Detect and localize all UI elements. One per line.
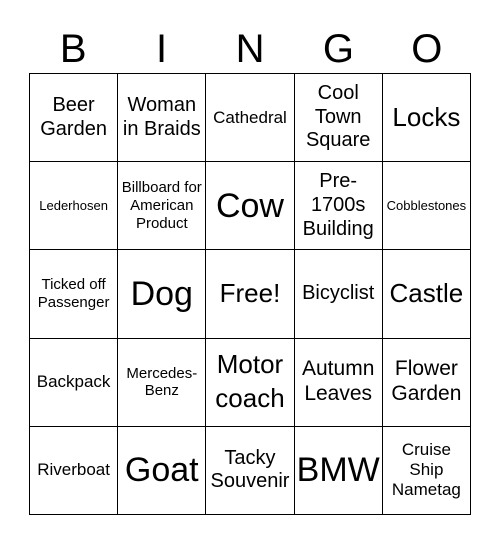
bingo-cell[interactable]: Cobblestones (383, 162, 471, 250)
bingo-cell[interactable]: Backpack (30, 339, 118, 427)
bingo-cell[interactable]: Flower Garden (383, 339, 471, 427)
bingo-cell[interactable]: Cool Town Square (295, 74, 383, 162)
bingo-cell[interactable]: Locks (383, 74, 471, 162)
bingo-cell[interactable]: Mercedes-Benz (118, 339, 206, 427)
bingo-cell[interactable]: Goat (118, 427, 206, 515)
header-letter-g: G (322, 27, 354, 71)
bingo-cell[interactable]: Woman in Braids (118, 74, 206, 162)
bingo-cell[interactable]: Cruise Ship Nametag (383, 427, 471, 515)
bingo-cell[interactable]: Dog (118, 250, 206, 338)
header-letter-o: O (411, 27, 443, 71)
bingo-cell[interactable]: Bicyclist (295, 250, 383, 338)
bingo-cell[interactable]: Beer Garden (30, 74, 118, 162)
bingo-cell[interactable]: Cow (206, 162, 294, 250)
header-letter-i: I (156, 27, 168, 71)
bingo-cell[interactable]: Cathedral (206, 74, 294, 162)
bingo-cell[interactable]: Motor coach (206, 339, 294, 427)
header-letter-b: B (59, 27, 87, 71)
header-letter-n: N (235, 27, 265, 71)
bingo-cell[interactable]: Ticked off Passenger (30, 250, 118, 338)
bingo-cell[interactable]: Billboard for American Product (118, 162, 206, 250)
bingo-cell free-space[interactable]: Free! (206, 250, 294, 338)
bingo-cell[interactable]: Castle (383, 250, 471, 338)
bingo-grid (29, 73, 471, 515)
bingo-cell[interactable]: Lederhosen (30, 162, 118, 250)
bingo-cell[interactable]: BMW (295, 427, 383, 515)
bingo-cell[interactable]: Autumn Leaves (295, 339, 383, 427)
bingo-cell[interactable]: Pre-1700s Building (295, 162, 383, 250)
bingo-cell[interactable]: Riverboat (30, 427, 118, 515)
bingo-header (29, 24, 471, 74)
bingo-cell[interactable]: Tacky Souvenir (206, 427, 294, 515)
